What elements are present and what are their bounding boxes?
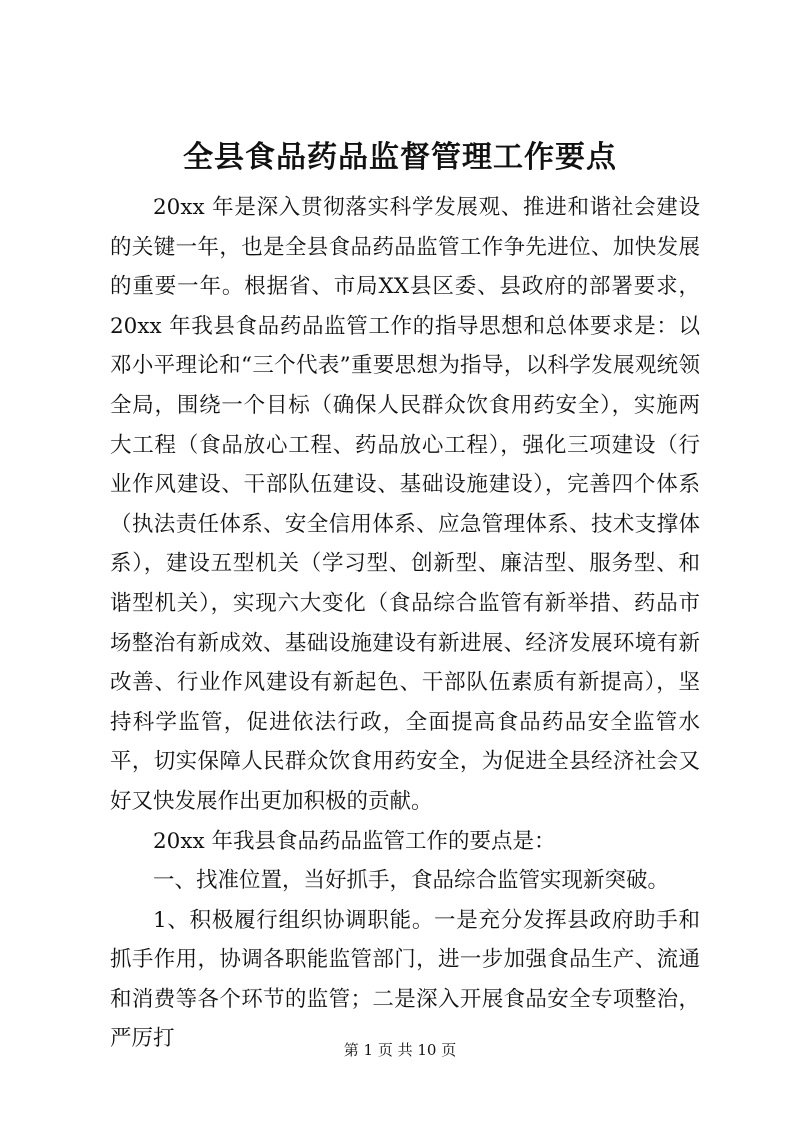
document-body	[110, 188, 700, 1059]
paragraph-intro: 20xx 年是深入贯彻落实科学发展观、推进和谐社会建设的关键一年，也是全县食品药品监管工作争先进位、加快发展的重要一年。根据省、市局XX县区委、县政府的部署要求，20xx 年我县食品药品监管工作的指导思想和总体要求是：以邓小平理论和“三个代表”重要思想为指导，以科学发展观统领全局，围绕一个目标（确保人民群众饮食用药安全），实施两大工程（食品放心工程、药品放心工程），强化三项建设（行业作风建设、干部队伍建设、基础设施建设），完善四个体系（执法责任体系、安全信用体系、应急管理体系、技术支撑体系），建设五型机关（学习型、创新型、廉洁型、服务型、和谐型机关），实现六大变化（食品综合监管有新举措、药品市场整治有新成效、基础设施建设有新进展、经济发展环境有新改善、行业作风建设有新起色、干部队伍素质有新提高），坚持科学监管，促进依法行政，全面提高食品药品安全监管水平，切实保障人民群众饮食用药安全，为促进全县经济社会又好又快发展作出更加积极的贡献。	[110, 195, 700, 814]
page-footer: 第 1 页 共 10 页	[343, 1041, 457, 1059]
document-title: 全县食品药品监督管理工作要点	[183, 140, 617, 175]
paragraph-item-1: 1、积极履行组织协调职能。一是充分发挥县政府助手和抓手作用，协调各职能监管部门，进一步加强食品生产、流通和消费等各个环节的监管；二是深入开展食品安全专项整治，严厉打	[110, 907, 700, 1052]
paragraph-key-points-lead: 20xx 年我县食品药品监管工作的要点是：	[153, 828, 556, 854]
section-heading-1: 一、找准位置，当好抓手，食品综合监管实现新突破。	[153, 868, 670, 894]
